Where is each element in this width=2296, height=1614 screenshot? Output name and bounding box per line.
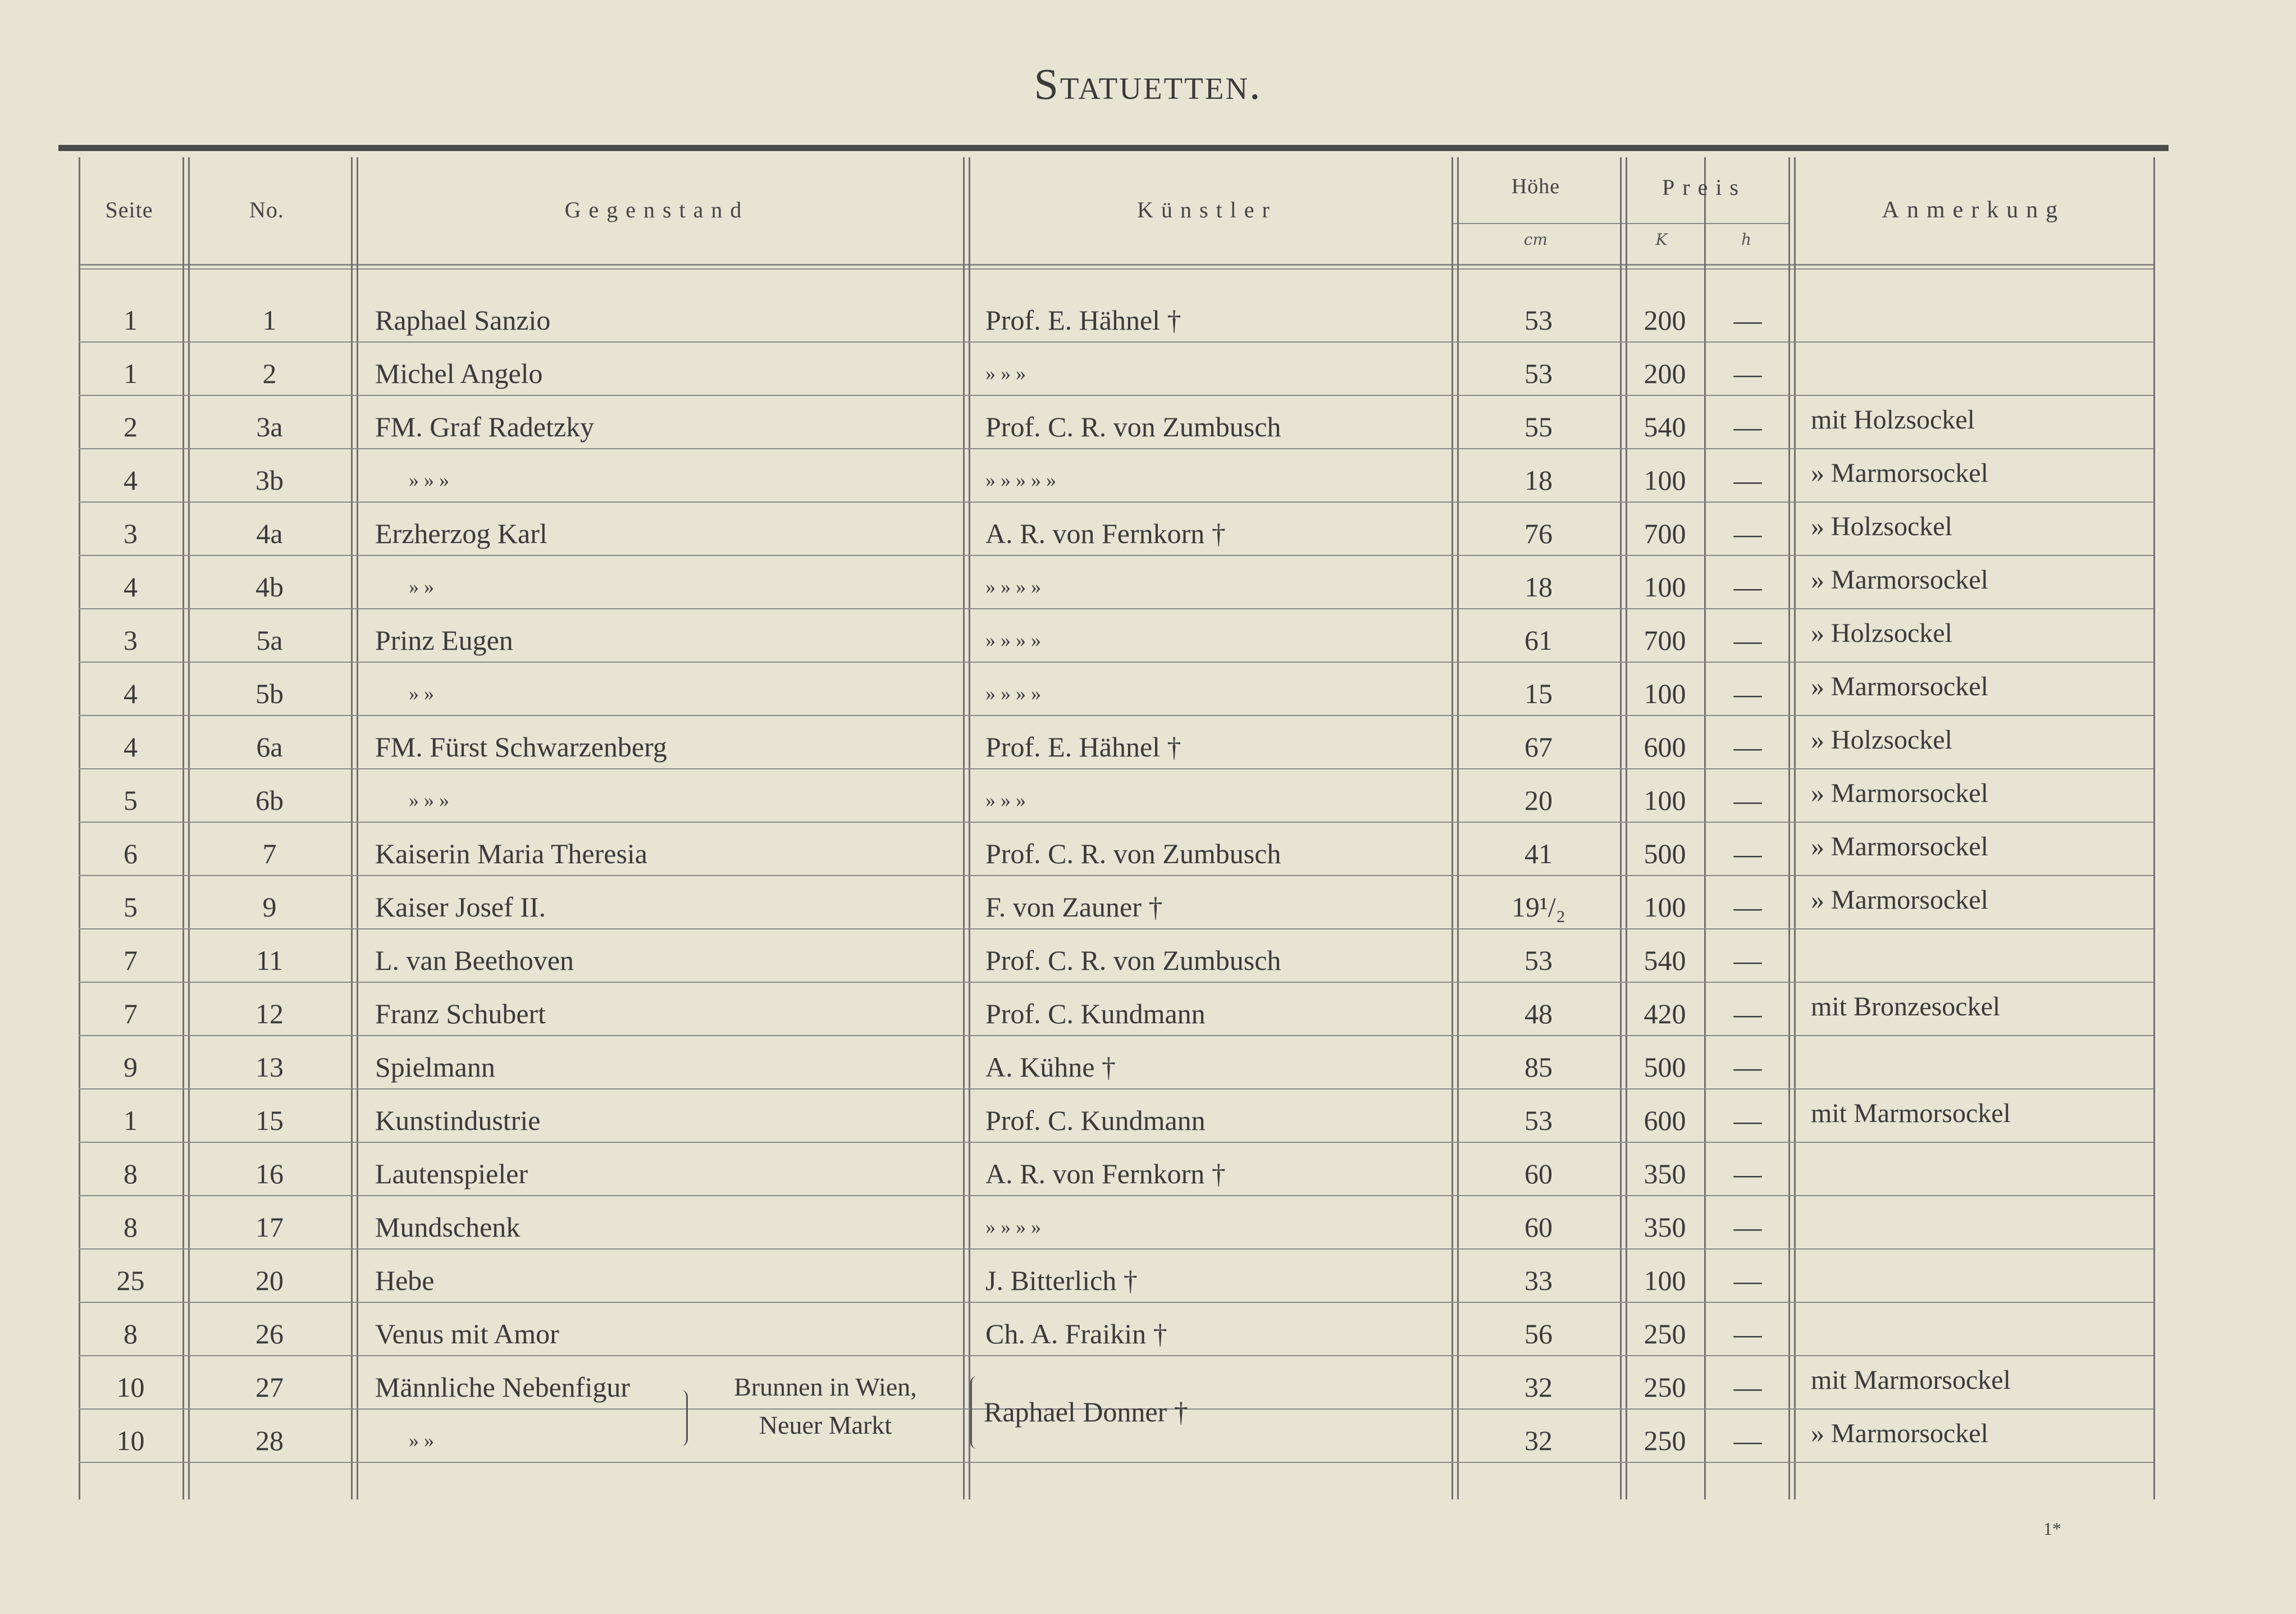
cell-gegenstand: Kaiser Josef II. <box>375 891 546 923</box>
cell-preis_k: 700 <box>1644 518 1686 549</box>
row-rule <box>79 1035 2153 1036</box>
row-rule <box>79 395 2153 396</box>
cell-kuenstler: » » » » <box>985 1216 1041 1238</box>
row-rule <box>79 662 2153 663</box>
unit-cm: cm <box>1523 230 1548 249</box>
cell-preis_k: 500 <box>1644 838 1686 869</box>
cell-kuenstler: Prof. E. Hähnel † <box>985 304 1181 336</box>
cell-anmerkung: » Marmorsockel <box>1811 885 1988 915</box>
cell-anmerkung <box>1811 297 2153 330</box>
cell-anmerkung: » Marmorsockel <box>1811 832 1988 861</box>
row-rule <box>79 1302 2153 1303</box>
header-anmerkung: Anmerkung <box>1882 197 2066 223</box>
cell-gegenstand: » » <box>409 576 434 598</box>
cell-anmerkung <box>1811 1203 2153 1237</box>
location-brace <box>678 1390 688 1446</box>
cell-preis_h: — <box>1733 731 1762 763</box>
location-note-line2: Neuer Markt <box>759 1411 892 1439</box>
cell-seite: 8 <box>124 1318 138 1349</box>
cell-preis_k: 540 <box>1644 411 1686 443</box>
cell-kuenstler: » » » » » <box>985 469 1056 491</box>
cell-kuenstler: A. Kühne † <box>985 1051 1116 1083</box>
cell-gegenstand: Lautenspieler <box>375 1158 528 1189</box>
cell-anmerkung: » Marmorsockel <box>1811 672 1988 701</box>
row-rule <box>79 715 2153 716</box>
cell-no: 3a <box>256 411 283 443</box>
cell-seite: 9 <box>124 1051 138 1083</box>
cell-preis_k: 100 <box>1644 571 1686 603</box>
cell-preis_h: — <box>1733 1265 1762 1296</box>
cell-anmerkung: mit Holzsockel <box>1811 405 1975 435</box>
cell-preis_k: 500 <box>1644 1051 1686 1083</box>
header-rule <box>79 264 2153 266</box>
cell-seite: 2 <box>124 411 138 443</box>
page-title: Statuetten. <box>1034 60 1262 108</box>
cell-preis_h: — <box>1733 1371 1762 1403</box>
cell-hoehe: 41 <box>1524 838 1553 869</box>
header-rule-2 <box>79 268 2153 270</box>
cell-preis_k: 100 <box>1644 891 1686 923</box>
cell-seite: 4 <box>124 571 138 603</box>
cell-preis_k: 200 <box>1644 304 1686 336</box>
cell-no: 4b <box>255 571 284 603</box>
cell-gegenstand: Franz Schubert <box>375 998 546 1029</box>
cell-kuenstler: Prof. C. Kundmann <box>985 998 1206 1029</box>
cell-hoehe: 60 <box>1524 1211 1553 1243</box>
cell-hoehe: 53 <box>1524 358 1553 389</box>
cell-preis_h: — <box>1733 1051 1762 1083</box>
cell-no: 6a <box>256 731 283 763</box>
cell-anmerkung <box>1811 1257 2153 1291</box>
cell-preis_k: 600 <box>1644 731 1686 763</box>
cell-hoehe: 55 <box>1524 411 1553 443</box>
cell-anmerkung: mit Marmorsockel <box>1811 1365 2011 1395</box>
cell-preis_h: — <box>1733 678 1762 709</box>
row-rule <box>79 555 2153 556</box>
column-line <box>969 157 970 1499</box>
cell-gegenstand: Raphael Sanzio <box>375 304 551 336</box>
cell-anmerkung <box>1811 937 2153 970</box>
cell-preis_h: — <box>1733 624 1762 656</box>
cell-kuenstler: » » » » <box>985 576 1041 598</box>
cell-seite: 5 <box>124 785 138 816</box>
cell-preis_k: 600 <box>1644 1105 1686 1136</box>
column-line <box>2153 157 2155 1499</box>
column-line <box>963 157 965 1499</box>
cell-seite: 10 <box>116 1371 145 1403</box>
cell-gegenstand: Venus mit Amor <box>375 1318 559 1349</box>
cell-no: 2 <box>262 358 277 389</box>
cell-gegenstand: Prinz Eugen <box>375 624 513 656</box>
header-kuenstler: Künstler <box>1137 197 1277 222</box>
cell-hoehe: 76 <box>1524 518 1553 549</box>
cell-seite: 7 <box>124 998 138 1029</box>
cell-no: 6b <box>255 785 284 816</box>
column-line <box>1451 157 1453 1499</box>
cell-anmerkung: » Marmorsockel <box>1811 1419 1988 1448</box>
cell-gegenstand: Spielmann <box>375 1051 495 1083</box>
cell-preis_k: 420 <box>1644 998 1686 1029</box>
cell-no: 5b <box>255 678 284 709</box>
cell-seite: 4 <box>124 464 138 496</box>
cell-preis_k: 350 <box>1644 1211 1686 1243</box>
column-line <box>1704 157 1706 1499</box>
row-rule <box>79 1355 2153 1356</box>
cell-preis_k: 540 <box>1644 945 1686 976</box>
cell-hoehe: 48 <box>1524 998 1553 1029</box>
cell-no: 15 <box>255 1105 284 1136</box>
cell-anmerkung: » Holzsockel <box>1811 512 1952 541</box>
cell-no: 16 <box>255 1158 284 1189</box>
top-rule <box>58 145 2169 151</box>
cell-hoehe: 18 <box>1524 571 1553 603</box>
cell-kuenstler: Prof. C. Kundmann <box>985 1105 1206 1136</box>
cell-hoehe: 32 <box>1524 1425 1553 1456</box>
row-rule <box>79 1088 2153 1089</box>
cell-anmerkung: » Marmorsockel <box>1811 565 1988 595</box>
cell-kuenstler: » » » <box>985 789 1026 811</box>
row-rule <box>79 1142 2153 1143</box>
cell-hoehe: 60 <box>1524 1158 1553 1189</box>
cell-no: 11 <box>255 945 284 976</box>
row-rule <box>79 1195 2153 1196</box>
cell-gegenstand: Mundschenk <box>375 1211 521 1243</box>
cell-preis_k: 700 <box>1644 624 1686 656</box>
cell-preis_k: 100 <box>1644 785 1686 816</box>
row-rule <box>79 501 2153 503</box>
cell-preis_k: 250 <box>1644 1371 1686 1403</box>
cell-preis_h: — <box>1733 785 1762 816</box>
cell-seite: 1 <box>124 1105 138 1136</box>
cell-gegenstand: Hebe <box>375 1265 435 1296</box>
cell-preis_k: 100 <box>1644 464 1686 496</box>
cell-preis_h: — <box>1733 464 1762 496</box>
row-rule <box>79 1462 2153 1463</box>
cell-seite: 3 <box>124 624 138 656</box>
cell-preis_k: 100 <box>1644 678 1686 709</box>
cell-kuenstler: Prof. C. R. von Zumbusch <box>985 411 1281 443</box>
cell-hoehe: 56 <box>1524 1318 1553 1349</box>
row-rule <box>79 1248 2153 1250</box>
cell-anmerkung: mit Marmorsockel <box>1811 1098 2011 1128</box>
cell-no: 26 <box>255 1318 284 1349</box>
cell-gegenstand: » » » <box>409 789 449 811</box>
cell-no: 20 <box>255 1265 284 1296</box>
cell-hoehe: 19¹/₂ <box>1511 891 1566 923</box>
cell-hoehe: 85 <box>1524 1051 1553 1083</box>
header-hoehe: Höhe <box>1511 175 1560 198</box>
cell-seite: 1 <box>124 358 138 389</box>
cell-seite: 4 <box>124 678 138 709</box>
cell-preis_h: — <box>1733 945 1762 976</box>
column-line <box>1794 157 1796 1499</box>
cell-anmerkung: » Marmorsockel <box>1811 458 1988 488</box>
location-note-line1: Brunnen in Wien, <box>734 1373 917 1401</box>
cell-no: 27 <box>255 1371 284 1403</box>
cell-gegenstand: Michel Angelo <box>375 358 543 389</box>
unit-k: K <box>1655 230 1668 249</box>
cell-hoehe: 20 <box>1524 785 1553 816</box>
row-rule <box>79 448 2153 449</box>
cell-preis_h: — <box>1733 1211 1762 1243</box>
cell-no: 5a <box>256 624 283 656</box>
cell-seite: 6 <box>124 838 138 869</box>
cell-preis_h: — <box>1733 891 1762 923</box>
cell-kuenstler: Prof. E. Hähnel † <box>985 731 1181 763</box>
cell-gegenstand: Männliche Nebenfigur <box>375 1371 631 1403</box>
cell-seite: 1 <box>124 304 138 336</box>
cell-gegenstand: Erzherzog Karl <box>375 518 547 549</box>
row-rule <box>79 341 2153 343</box>
cell-anmerkung <box>1811 1310 2153 1344</box>
header-no: No. <box>249 197 284 222</box>
cell-kuenstler: J. Bitterlich † <box>985 1265 1138 1296</box>
cell-anmerkung: mit Bronzesockel <box>1811 992 2001 1022</box>
cell-preis_h: — <box>1733 1105 1762 1136</box>
cell-seite: 8 <box>124 1158 138 1189</box>
header-gegenstand: Gegenstand <box>564 197 750 222</box>
cell-gegenstand: FM. Fürst Schwarzenberg <box>375 731 667 763</box>
cell-anmerkung: » Marmorsockel <box>1811 778 1988 808</box>
cell-no: 7 <box>262 838 277 869</box>
cell-anmerkung <box>1811 350 2153 384</box>
cell-preis_h: — <box>1733 304 1762 336</box>
cell-no: 28 <box>255 1425 284 1456</box>
cell-preis_h: — <box>1733 998 1762 1029</box>
cell-no: 12 <box>255 998 284 1029</box>
page-number: 1* <box>2043 1519 2061 1539</box>
cell-gegenstand: L. van Beethoven <box>375 945 574 976</box>
cell-seite: 5 <box>124 891 138 923</box>
cell-preis_k: 250 <box>1644 1318 1686 1349</box>
cell-anmerkung: » Holzsockel <box>1811 725 1952 755</box>
cell-preis_k: 350 <box>1644 1158 1686 1189</box>
cell-gegenstand: » » <box>409 1429 434 1452</box>
row-rule <box>79 875 2153 876</box>
cell-kuenstler: Prof. C. R. von Zumbusch <box>985 838 1281 869</box>
cell-preis_k: 250 <box>1644 1425 1686 1456</box>
cell-hoehe: 33 <box>1524 1265 1553 1296</box>
cell-kuenstler: » » » » <box>985 682 1041 705</box>
unit-h: h <box>1741 230 1752 249</box>
cell-no: 4a <box>256 518 283 549</box>
cell-preis_h: — <box>1733 838 1762 869</box>
cell-kuenstler: F. von Zauner † <box>985 891 1163 923</box>
row-rule <box>79 982 2153 983</box>
row-rule <box>79 822 2153 823</box>
cell-preis_h: — <box>1733 1158 1762 1189</box>
cell-hoehe: 18 <box>1524 464 1553 496</box>
cell-preis_h: — <box>1733 571 1762 603</box>
row-rule <box>79 608 2153 609</box>
cell-hoehe: 61 <box>1524 624 1553 656</box>
cell-hoehe: 15 <box>1524 678 1553 709</box>
cell-kuenstler: » » » <box>985 362 1026 385</box>
cell-hoehe: 32 <box>1524 1371 1553 1403</box>
cell-no: 17 <box>255 1211 284 1243</box>
cell-gegenstand: » » <box>409 682 434 705</box>
cell-preis_h: — <box>1733 1425 1762 1456</box>
column-line <box>182 157 184 1499</box>
cell-seite: 25 <box>116 1265 145 1296</box>
cell-gegenstand: Kaiserin Maria Theresia <box>375 838 647 869</box>
cell-kuenstler: A. R. von Fernkorn † <box>985 1158 1226 1189</box>
cell-kuenstler: » » » » <box>985 629 1041 651</box>
cell-hoehe: 53 <box>1524 1105 1553 1136</box>
cell-seite: 10 <box>116 1425 145 1456</box>
cell-preis_k: 100 <box>1644 1265 1686 1296</box>
header-seite: Seite <box>105 197 153 222</box>
column-line <box>1620 223 1622 1499</box>
row-rule <box>79 768 2153 769</box>
cell-anmerkung: » Holzsockel <box>1811 618 1952 648</box>
cell-preis_h: — <box>1733 1318 1762 1349</box>
cell-gegenstand: FM. Graf Radetzky <box>375 411 595 443</box>
column-line <box>357 157 358 1499</box>
cell-kuenstler <box>985 1424 1446 1457</box>
cell-hoehe: 53 <box>1524 945 1553 976</box>
cell-hoehe: 67 <box>1524 731 1553 763</box>
cell-no: 3b <box>255 464 284 496</box>
row-rule <box>79 928 2153 929</box>
cell-kuenstler: Ch. A. Fraikin † <box>985 1318 1167 1349</box>
cell-hoehe: 53 <box>1524 304 1553 336</box>
column-line <box>1788 157 1790 1499</box>
cell-preis_k: 200 <box>1644 358 1686 389</box>
cell-gegenstand: Kunstindustrie <box>375 1105 541 1136</box>
cell-anmerkung <box>1811 1150 2153 1184</box>
artist-brace <box>970 1376 979 1449</box>
header-preis: Preis <box>1662 175 1746 200</box>
cell-kuenstler: Prof. C. R. von Zumbusch <box>985 945 1281 976</box>
cell-seite: 8 <box>124 1211 138 1243</box>
cell-anmerkung <box>1811 1043 2153 1077</box>
cell-no: 13 <box>255 1051 284 1083</box>
cell-kuenstler: A. R. von Fernkorn † <box>985 518 1226 549</box>
cell-preis_h: — <box>1733 358 1762 389</box>
cell-seite: 4 <box>124 731 138 763</box>
cell-seite: 7 <box>124 945 138 976</box>
cell-preis_h: — <box>1733 411 1762 443</box>
column-line <box>351 157 353 1499</box>
cell-preis_h: — <box>1733 518 1762 549</box>
cell-gegenstand: » » » <box>409 469 449 491</box>
group-artist: Raphael Donner † <box>984 1396 1188 1428</box>
cell-seite: 3 <box>124 518 138 549</box>
cell-no: 9 <box>262 891 277 923</box>
cell-no: 1 <box>262 304 277 336</box>
